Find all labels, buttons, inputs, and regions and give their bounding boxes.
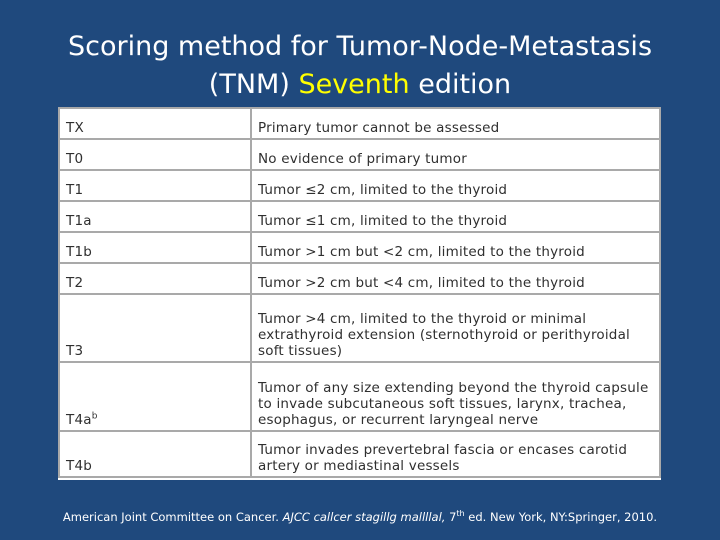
- description-cell: Tumor >2 cm but <4 cm, limited to the thyroid: [251, 263, 660, 294]
- stage-cell: T1: [59, 170, 251, 201]
- tnm-table: [58, 107, 661, 478]
- stage-cell: T1a: [59, 201, 251, 232]
- slide-title: [0, 28, 720, 104]
- table-row: [59, 431, 660, 477]
- title-highlight-seventh: Seventh: [298, 69, 410, 100]
- description-cell: Tumor ≤1 cm, limited to the thyroid: [251, 201, 660, 232]
- citation-footer: [0, 510, 720, 524]
- title-line-2: [0, 66, 720, 104]
- citation-publisher: ed. New York, NY:Springer, 2010.: [468, 510, 658, 524]
- table-row: [59, 263, 660, 294]
- title-edition: edition: [418, 69, 512, 100]
- description-cell: Primary tumor cannot be assessed: [251, 108, 660, 139]
- stage-cell: TX: [59, 108, 251, 139]
- stage-cell: T1b: [59, 232, 251, 263]
- description-cell: No evidence of primary tumor: [251, 139, 660, 170]
- table-row: [59, 201, 660, 232]
- table-row: [59, 232, 660, 263]
- description-cell: Tumor of any size extending beyond the thyroid capsule to invade subcutaneous soft tissues, larynx, trachea, esophagus, or recurrent laryngeal nerve: [251, 362, 660, 431]
- citation-author: American Joint Committee on Cancer.: [62, 510, 279, 524]
- stage-cell: T2: [59, 263, 251, 294]
- citation-edition-suffix: th: [456, 509, 465, 519]
- table-row: [59, 362, 660, 431]
- description-cell: Tumor >4 cm, limited to the thyroid or minimal extrathyroid extension (sternothyroid or perithyroidal soft tissues): [251, 294, 660, 362]
- description-cell: Tumor >1 cm but <2 cm, limited to the thyroid: [251, 232, 660, 263]
- citation-edition-number: 7: [449, 510, 457, 524]
- stage-superscript: b: [91, 411, 98, 422]
- table-row: [59, 139, 660, 170]
- citation-title: AJCC callcer stagillg mallllal,: [282, 510, 446, 524]
- title-line-1: Scoring method for Tumor-Node-Metastasis: [67, 31, 653, 62]
- table-row: [59, 170, 660, 201]
- description-cell: Tumor invades prevertebral fascia or encases carotid artery or mediastinal vessels: [251, 431, 660, 477]
- description-cell: Tumor ≤2 cm, limited to the thyroid: [251, 170, 660, 201]
- table-row: [59, 294, 660, 362]
- stage-cell: T4b: [59, 431, 251, 477]
- stage-cell: T3: [59, 294, 251, 362]
- table-row: [59, 108, 660, 139]
- stage-cell: $T4a^b$: [59, 362, 251, 431]
- tnm-table-container: [58, 107, 661, 480]
- title-tnm: (TNM): [208, 69, 290, 100]
- stage-cell: T0: [59, 139, 251, 170]
